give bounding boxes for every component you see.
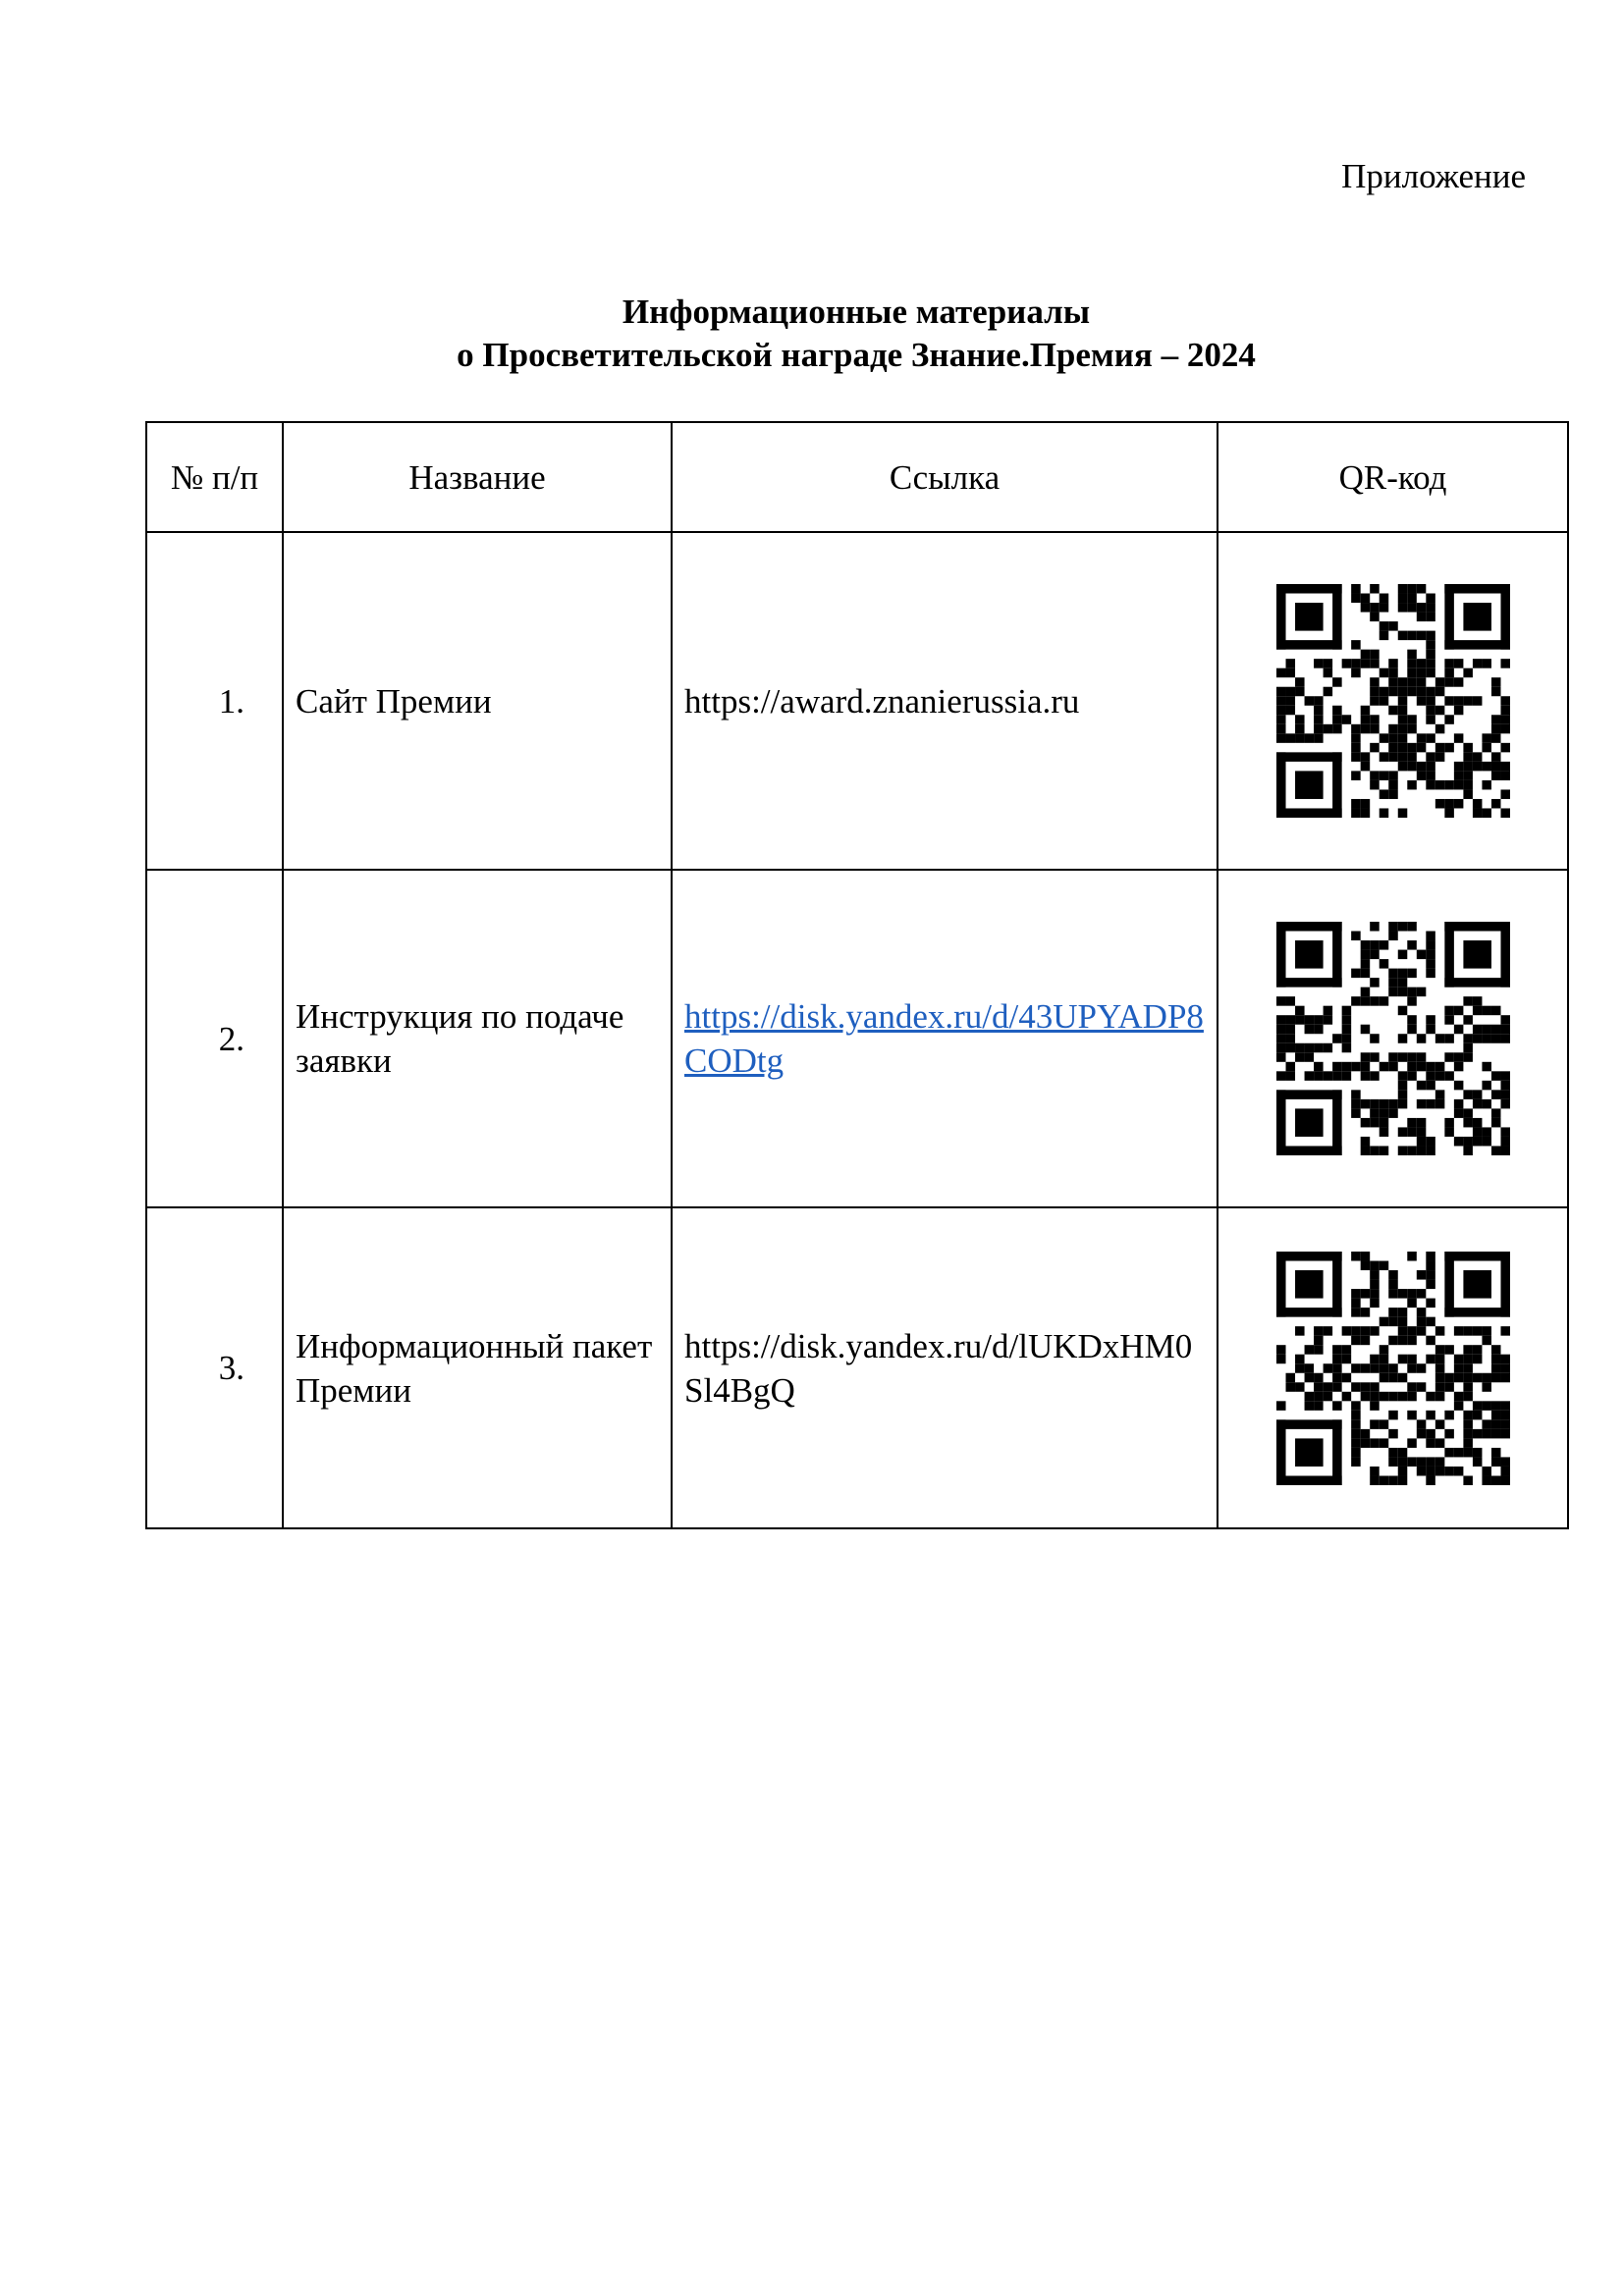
qr-code-icon [1276, 584, 1510, 818]
row-qr-cell [1218, 870, 1568, 1207]
row-number: 2. [146, 870, 283, 1207]
document-title [0, 291, 1624, 377]
column-header-link: Ссылка [672, 422, 1218, 532]
row-number: 3. [146, 1207, 283, 1528]
table-row [146, 1207, 1568, 1528]
qr-code-icon [1276, 1252, 1510, 1485]
row-qr-cell [1218, 1207, 1568, 1528]
title-line-2: о Просветительской награде Знание.Премия – 2024 [457, 336, 1256, 374]
materials-table [145, 421, 1569, 1529]
appendix-label: Приложение [1341, 157, 1526, 195]
column-header-name: Название [283, 422, 672, 532]
table-row [146, 870, 1568, 1207]
column-header-num: № п/п [146, 422, 283, 532]
instruction-link[interactable]: https://disk.yandex.ru/d/43UPYADP8CODtg [684, 997, 1204, 1080]
row-qr-cell [1218, 532, 1568, 870]
table-row [146, 532, 1568, 870]
qr-code-icon [1276, 922, 1510, 1155]
column-header-qr: QR-код [1218, 422, 1568, 532]
row-link: https://award.znanierussia.ru [672, 532, 1218, 870]
row-number: 1. [146, 532, 283, 870]
row-name: Информационный пакет Премии [283, 1207, 672, 1528]
row-name: Инструкция по подаче заявки [283, 870, 672, 1207]
title-line-1: Информационные материалы [622, 293, 1091, 331]
row-name: Сайт Премии [283, 532, 672, 870]
row-link: https://disk.yandex.ru/d/lUKDxHM0Sl4BgQ [672, 1207, 1218, 1528]
table-header-row [146, 422, 1568, 532]
row-link [672, 870, 1218, 1207]
